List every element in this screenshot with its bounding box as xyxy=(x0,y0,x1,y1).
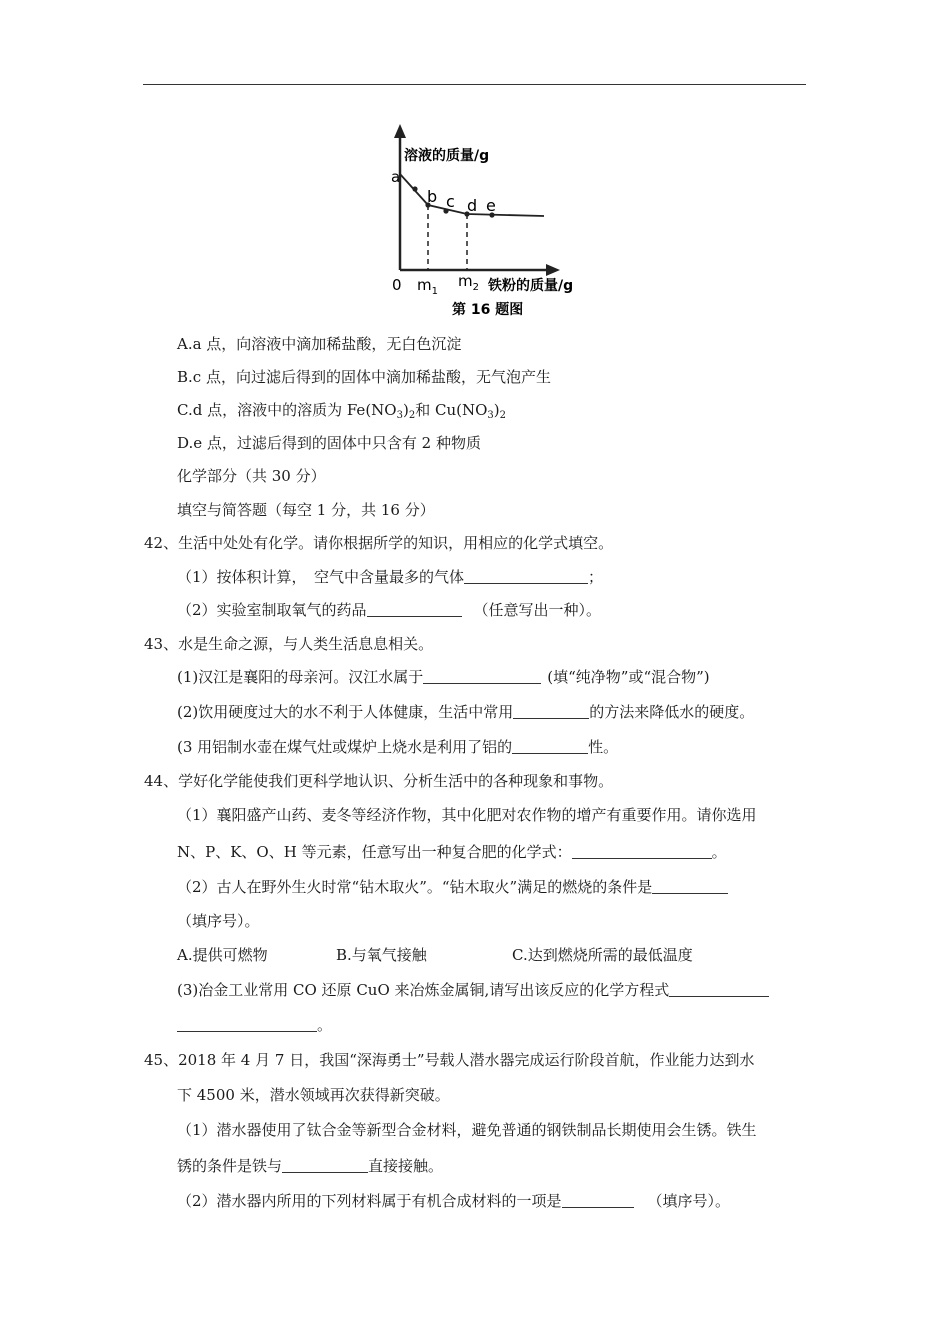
point-a xyxy=(412,186,417,191)
q44-part3-line2 xyxy=(177,1015,332,1035)
q42-part1-text: （1）按体积计算， 空气中含量最多的气体 xyxy=(177,568,465,586)
q44-option-c: C.达到燃烧所需的最低温度 xyxy=(512,946,693,964)
option-c-end: ) xyxy=(493,401,500,419)
q44-option-a: A.提供可燃物 xyxy=(177,946,268,964)
q44-part1-line1: （1）襄阳盛产山药、麦冬等经济作物，其中化肥对农作物的增产有重要作用。请你选用 xyxy=(177,806,757,824)
q43-part3 xyxy=(177,737,618,757)
q43-answer1-blank[interactable] xyxy=(423,669,541,684)
option-c-sub3: 3 xyxy=(487,410,494,421)
tick-m1: $m_1$ xyxy=(417,276,438,297)
q42-part2-text: （2）实验室制取氧气的药品 xyxy=(177,601,367,619)
q43-answer2-blank[interactable] xyxy=(513,704,589,719)
q44-answer3-blank-b[interactable] xyxy=(177,1017,317,1032)
q45-line1: 45、2018 年 4 月 7 日，我国“深海勇士”号载人潜水器完成运行阶段首航，作业能力达到水 xyxy=(144,1051,755,1069)
x-axis-label: 铁粉的质量/g xyxy=(488,278,574,294)
figure-caption: 第 16 题图 xyxy=(452,302,524,318)
q45-part2-text: （2）潜水器内所用的下列材料属于有机合成材料的一项是 xyxy=(177,1192,562,1210)
graph-figure xyxy=(380,118,595,323)
q45-part1-text: 锈的条件是铁与 xyxy=(177,1157,283,1175)
q45-part2-end: （填序号）。 xyxy=(647,1192,731,1210)
q44-part1-end: 。 xyxy=(711,843,727,861)
section-subtitle: 填空与简答题（每空 1 分，共 16 分） xyxy=(177,501,435,519)
header-rule xyxy=(143,84,806,85)
q45-part1-line1: （1）潜水器使用了钛合金等新型合金材料，避免普通的钢铁制品长期使用会生锈。铁生 xyxy=(177,1121,757,1139)
q43-part1 xyxy=(177,667,710,687)
q44-part3-line1 xyxy=(177,980,769,1000)
option-c-pre: C.d 点，溶液中的溶质为 Fe(NO xyxy=(177,401,397,419)
option-c xyxy=(177,400,506,420)
q42-answer2-blank[interactable] xyxy=(367,602,462,617)
label-c: c xyxy=(446,192,455,211)
q43-part3-text: (3 用铝制水壶在煤气灶或煤炉上烧水是利用了铝的 xyxy=(177,738,513,756)
q44-answer2-blank[interactable] xyxy=(652,879,728,894)
y-axis-arrow xyxy=(394,124,406,138)
option-d: D.e 点，过滤后得到的固体中只含有 2 种物质 xyxy=(177,434,481,452)
tick-m2: $m_2$ xyxy=(458,272,479,293)
label-a: a xyxy=(391,168,401,186)
q43-stem: 43、水是生命之源，与人类生活息息相关。 xyxy=(144,635,434,653)
q44-part2-text: （2）古人在野外生火时常“钻木取火”。“钻木取火”满足的燃烧的条件是 xyxy=(177,878,653,896)
q44-stem: 44、学好化学能使我们更科学地认识、分析生活中的各种现象和事物。 xyxy=(144,772,614,790)
section-title: 化学部分（共 30 分） xyxy=(177,467,326,485)
label-e: e xyxy=(486,196,496,215)
q42-stem: 42、生活中处处有化学。请你根据所学的知识，用相应的化学式填空。 xyxy=(144,534,614,552)
x-axis-arrow xyxy=(546,264,560,276)
q45-line2: 下 4500 米，潜水领域再次获得新突破。 xyxy=(177,1086,450,1104)
q42-part2 xyxy=(177,600,601,620)
origin-label: 0 xyxy=(392,276,402,294)
q44-part1-text: N、P、K、O、H 等元素，任意写出一种复合肥的化学式： xyxy=(177,843,572,861)
option-c-and: 和 Cu(NO xyxy=(415,401,488,419)
q42-part1 xyxy=(177,567,603,587)
q43-part3-end: 性。 xyxy=(588,738,619,756)
q43-part1-text: (1)汉江是襄阳的母亲河。汉江水属于 xyxy=(177,668,424,686)
q45-answer2-blank[interactable] xyxy=(562,1193,634,1208)
q44-part3-text: (3)冶金工业常用 CO 还原 CuO 来冶炼金属铜,请写出该反应的化学方程式 xyxy=(177,981,670,999)
label-d: d xyxy=(467,196,478,215)
option-a: A.a 点，向溶液中滴加稀盐酸，无白色沉淀 xyxy=(177,335,462,353)
q43-part2-end: 的方法来降低水的硬度。 xyxy=(589,703,755,721)
q42-answer1-blank[interactable] xyxy=(464,569,588,584)
q42-part2-end: （任意写出一种）。 xyxy=(473,601,602,619)
q42-part1-end: ； xyxy=(588,568,604,586)
label-b: b xyxy=(427,187,438,206)
q45-part1-end: 直接接触。 xyxy=(368,1157,444,1175)
option-b: B.c 点，向过滤后得到的固体中滴加稀盐酸，无气泡产生 xyxy=(177,368,551,386)
q44-part3-end: 。 xyxy=(317,1016,333,1034)
y-axis-label: 溶液的质量/g xyxy=(404,148,490,164)
option-c-sub1: 3 xyxy=(396,410,403,421)
option-c-sub2: 2 xyxy=(408,410,416,421)
q45-answer1-blank[interactable] xyxy=(282,1158,368,1173)
q43-part2 xyxy=(177,702,754,722)
q45-part2 xyxy=(177,1191,730,1211)
option-c-mid: ) xyxy=(402,401,409,419)
q43-part2-text: (2)饮用硬度过大的水不利于人体健康，生活中常用 xyxy=(177,703,514,721)
q43-part1-end: (填“纯净物”或“混合物”) xyxy=(547,668,710,686)
option-c-sub4: 2 xyxy=(499,410,506,421)
q44-answer3-blank-a[interactable] xyxy=(669,982,769,997)
q44-part2-line2: （填序号）。 xyxy=(177,912,260,930)
q45-part1-line2 xyxy=(177,1156,443,1176)
q44-option-b: B.与氧气接触 xyxy=(336,946,427,964)
q44-answer1-blank[interactable] xyxy=(572,844,712,859)
q44-part2-line1 xyxy=(177,877,728,897)
q44-part1-line2 xyxy=(177,842,727,862)
q43-answer3-blank[interactable] xyxy=(512,739,588,754)
